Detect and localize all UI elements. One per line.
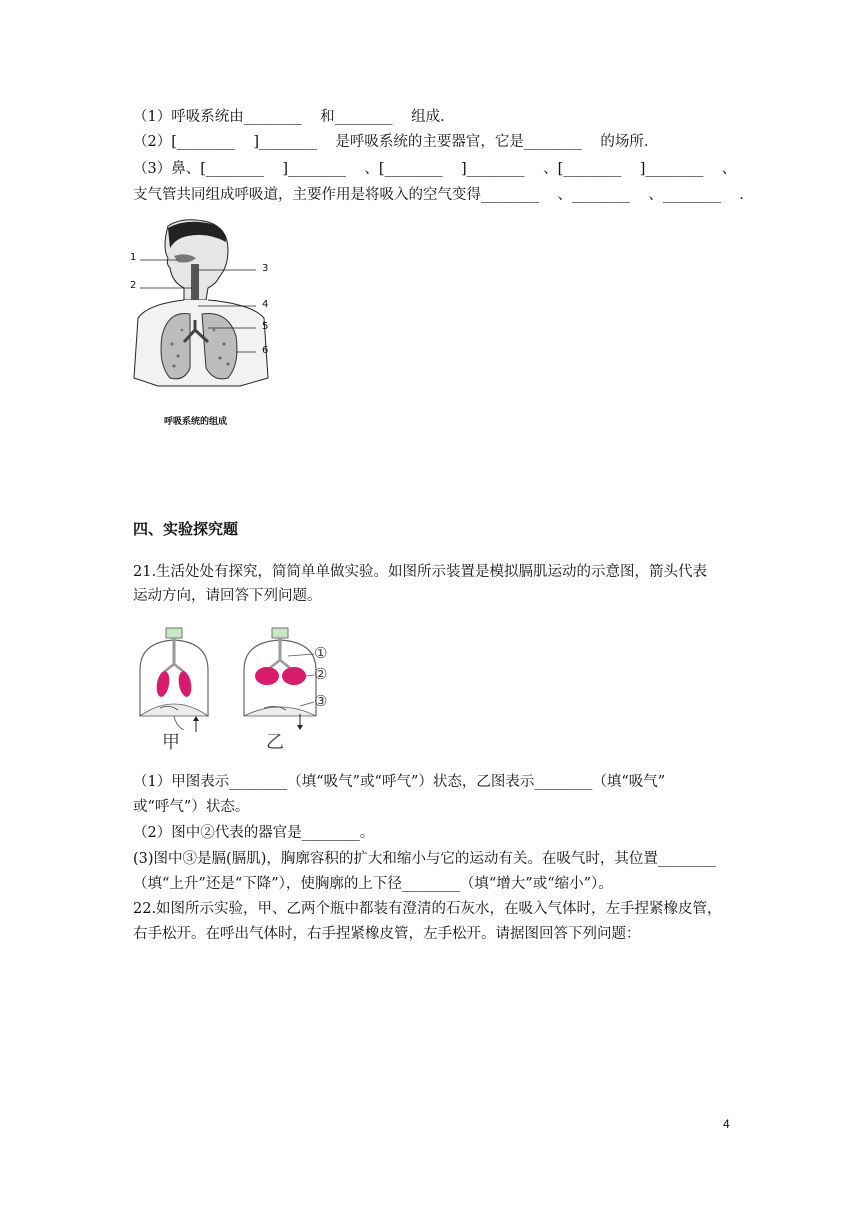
figure-label-4: 4: [262, 299, 269, 310]
q21-stem-line-2: 运动方向，请回答下列问题。: [133, 588, 322, 604]
label-yi: 乙: [266, 732, 284, 753]
figure-label-5: 5: [262, 321, 269, 332]
q20-line-4: 支气管共同组成呼吸道，主要作用是将吸入的空气变得________ 、________ 、________ ．: [133, 187, 754, 203]
q21-sub1-line-1: （1）甲图表示________（填“吸气”或“呼气”）状态，乙图表示________（填“吸气”: [133, 774, 666, 790]
page-number: 4: [723, 1117, 730, 1131]
q21-sub3-line-2: （填“上升”还是“下降”），使胸廓的上下径________（填“增大”或“缩小”）。: [133, 876, 613, 892]
jar-jia: [140, 628, 208, 732]
figure-label-6: 6: [262, 345, 269, 356]
diaphragm-model-figure: [130, 624, 370, 754]
figure-label-1: 1: [130, 252, 137, 263]
marker-3: ③: [314, 692, 328, 710]
q21-sub1-line-2: 或“呼气”）状态。: [133, 799, 250, 815]
q20-line-1: （1）呼吸系统由________ 和________ 组成．: [133, 109, 455, 125]
label-jia: 甲: [162, 732, 180, 753]
q22-stem-line-1: 22.如图所示实验，甲、乙两个瓶中都装有澄清的石灰水，在吸入气体时，左手捏紧橡皮管，: [133, 901, 722, 917]
q21-sub3-line-1: (3)图中③是膈(膈肌)，胸廓容积的扩大和缩小与它的运动有关。在吸气时，其位置________: [133, 851, 716, 867]
q22-stem-line-2: 右手松开。在呼出气体时，右手捏紧橡皮管，左手松开。请据图回答下列问题：: [133, 926, 641, 942]
q20-line-2: （2）[________ ]________ 是呼吸系统的主要器官，它是________ 的场所．: [133, 134, 659, 150]
q21-stem-line-1: 21.生活处处有探究，简简单单做实验。如图所示装置是模拟膈肌运动的示意图，箭头代表: [133, 564, 708, 580]
figure-caption: 呼吸系统的组成: [164, 417, 228, 427]
respiratory-system-figure: [128, 218, 278, 433]
section-heading: 四、实验探究题: [133, 520, 239, 538]
jar-yi: [244, 628, 316, 730]
q21-sub2: （2）图中②代表的器官是________。: [133, 825, 375, 841]
figure-label-3: 3: [262, 263, 269, 274]
q20-line-3: （3）鼻、[________ ]________ 、[________ ]________ 、[________ ]________ 、: [133, 161, 737, 177]
respiratory-system-drawing: [128, 218, 278, 433]
marker-1: ①: [314, 644, 328, 662]
figure-label-2: 2: [130, 280, 137, 291]
marker-2: ②: [314, 665, 328, 683]
